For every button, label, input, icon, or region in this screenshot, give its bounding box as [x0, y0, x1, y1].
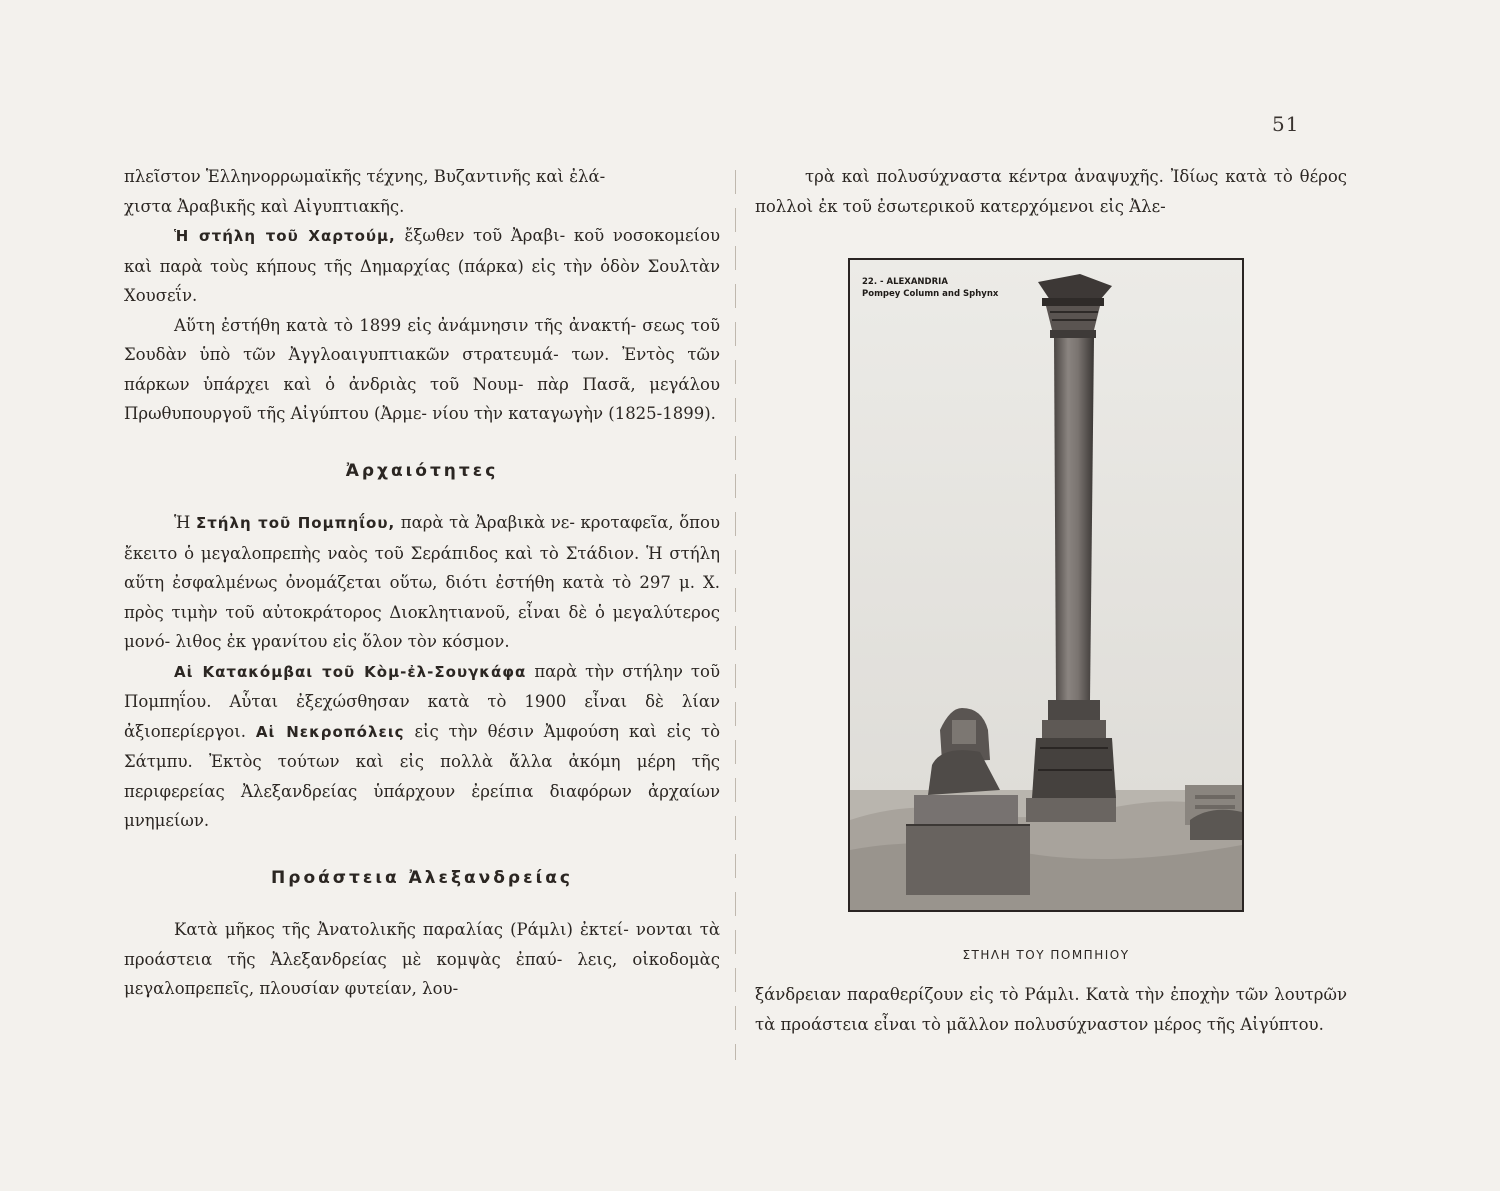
- right-column-bottom: [755, 980, 1347, 1039]
- paragraph-pompey-column: [124, 508, 720, 657]
- column-divider: [735, 170, 736, 1060]
- text-line: χιστα Ἀραβικῆς καὶ Αἰγυπτιακῆς.: [124, 196, 405, 216]
- bold-term: Στήλη τοῦ Πομπηΐου,: [195, 514, 396, 532]
- paragraph-text: ἔξωθεν τοῦ Ἀραβι- κοῦ νοσοκομείου καὶ παρὰ τοὺς κήπους τῆς Δημαρχίας (πάρκα) εἰς τὴν ὁδὸν Σουλτὰν Χουσεΐν.: [124, 226, 720, 305]
- paragraph-suburbs: Κατὰ μῆκος τῆς Ἀνατολικῆς παραλίας (Ράμλι) ἐκτεί- νονται τὰ προάστεια τῆς Ἀλεξανδρείας μὲ κομψὰς ἐπαύ- λεις, οἰκοδομὰς μεγαλοπρεπεῖς, πλουσίαν φυτείαν, λου-: [124, 920, 720, 998]
- section-heading-suburbs: Προάστεια Ἀλεξανδρείας: [271, 867, 573, 888]
- bold-term: Ἡ στήλη τοῦ Χαρτούμ,: [174, 227, 396, 245]
- photo-label-title: Pompey Column and Sphynx: [862, 289, 999, 299]
- paragraph-erection: Αὕτη ἐστήθη κατὰ τὸ 1899 εἰς ἀνάμνησιν τῆς ἀνακτή- σεως τοῦ Σουδὰν ὑπὸ τῶν Ἀγγλοαιγυπτιακῶν στρατευμά- των. Ἐντὸς τῶν πάρκων ὑπάρχει καὶ ὁ ἀνδριὰς τοῦ Νουμ- πὰρ Πασᾶ, μεγάλου Πρωθυπουργοῦ τῆς Αἰγύπτου (Ἀρμε- νίου τὴν καταγωγὴν (1825-1899).: [124, 315, 720, 423]
- paragraph-intro: [124, 162, 720, 221]
- photo-pompey-column: [848, 258, 1244, 912]
- paragraph-continuation-end: ξάνδρειαν παραθερίζουν εἰς τὸ Ράμλι. Κατὰ τὴν ἐποχὴν τῶν λουτρῶν τὰ προάστεια εἶναι τὸ μᾶλλον πολυσύχναστον μέρος τῆς Αἰγύπτου.: [755, 985, 1347, 1034]
- paragraph-catacombs: [124, 657, 720, 836]
- bold-term: Αἱ Κατακόμβαι τοῦ Κὸμ-ἐλ-Σουγκάφα: [174, 662, 527, 681]
- paragraph-khartoum-column: [124, 221, 720, 311]
- bold-term: Αἱ Νεκροπόλεις: [255, 722, 405, 741]
- photo-illustration: [850, 260, 1242, 910]
- page-number: 51: [1272, 112, 1300, 136]
- section-heading-antiquities: Ἀρχαιότητες: [345, 460, 499, 481]
- paragraph-text: Ἡ: [174, 513, 196, 532]
- paragraph-text: παρὰ τὴν στήλην τοῦ Πομπηΐου. Αὗται ἐξεχώσθησαν κατὰ τὸ 1900 εἶναι δὲ λίαν ἀξιοπερίεργοι.: [124, 661, 720, 741]
- photo-label-number: 22. - ALEXANDRIA: [862, 277, 948, 287]
- photo-label: [862, 276, 998, 300]
- paragraph-text: παρὰ τὰ Ἀραβικὰ νε- κροταφεῖα, ὅπου ἔκειτο ὁ μεγαλοπρεπὴς ναὸς τοῦ Σεράπιδος καὶ τὸ Στάδιον. Ἡ στήλη αὕτη ἐσφαλμένως ὀνομάζεται οὕτω, διότι ἐστήθη κατὰ τὸ 297 μ. Χ. πρὸς τιμὴν τοῦ αὐτοκράτορος Διοκλητιανοῦ, εἶναι δὲ ὁ μεγαλύτερος μονό- λιθος ἐκ γρανίτου εἰς ὅλον τὸν κόσμον.: [124, 513, 720, 651]
- right-column: [755, 162, 1347, 221]
- paragraph-continuation: τρὰ καὶ πολυσύχναστα κέντρα ἀναψυχῆς. Ἰδίως κατὰ τὸ θέρος πολλοὶ ἐκ τοῦ ἐσωτερικοῦ κατερχόμενοι εἰς Ἀλε-: [755, 167, 1347, 216]
- left-column: [124, 162, 720, 1004]
- paragraph-text: εἰς τὴν θέσιν Ἀμφούση καὶ εἰς τὸ Σάτμπυ. Ἐκτὸς τούτων καὶ εἰς πολλὰ ἄλλα ἀκόμη μέρη τῆς περιφερείας Ἀλεξανδρείας ὑπάρχουν ἐρείπια διαφόρων ἀρχαίων μνημείων.: [124, 721, 721, 830]
- text-line: πλεῖστον Ἑλληνορρωμαϊκῆς τέχνης, Βυζαντινῆς καὶ ἐλά-: [124, 167, 606, 186]
- figure-caption: ΣΤΗΛΗ ΤΟΥ ΠΟΜΠΗΙΟΥ: [962, 948, 1130, 962]
